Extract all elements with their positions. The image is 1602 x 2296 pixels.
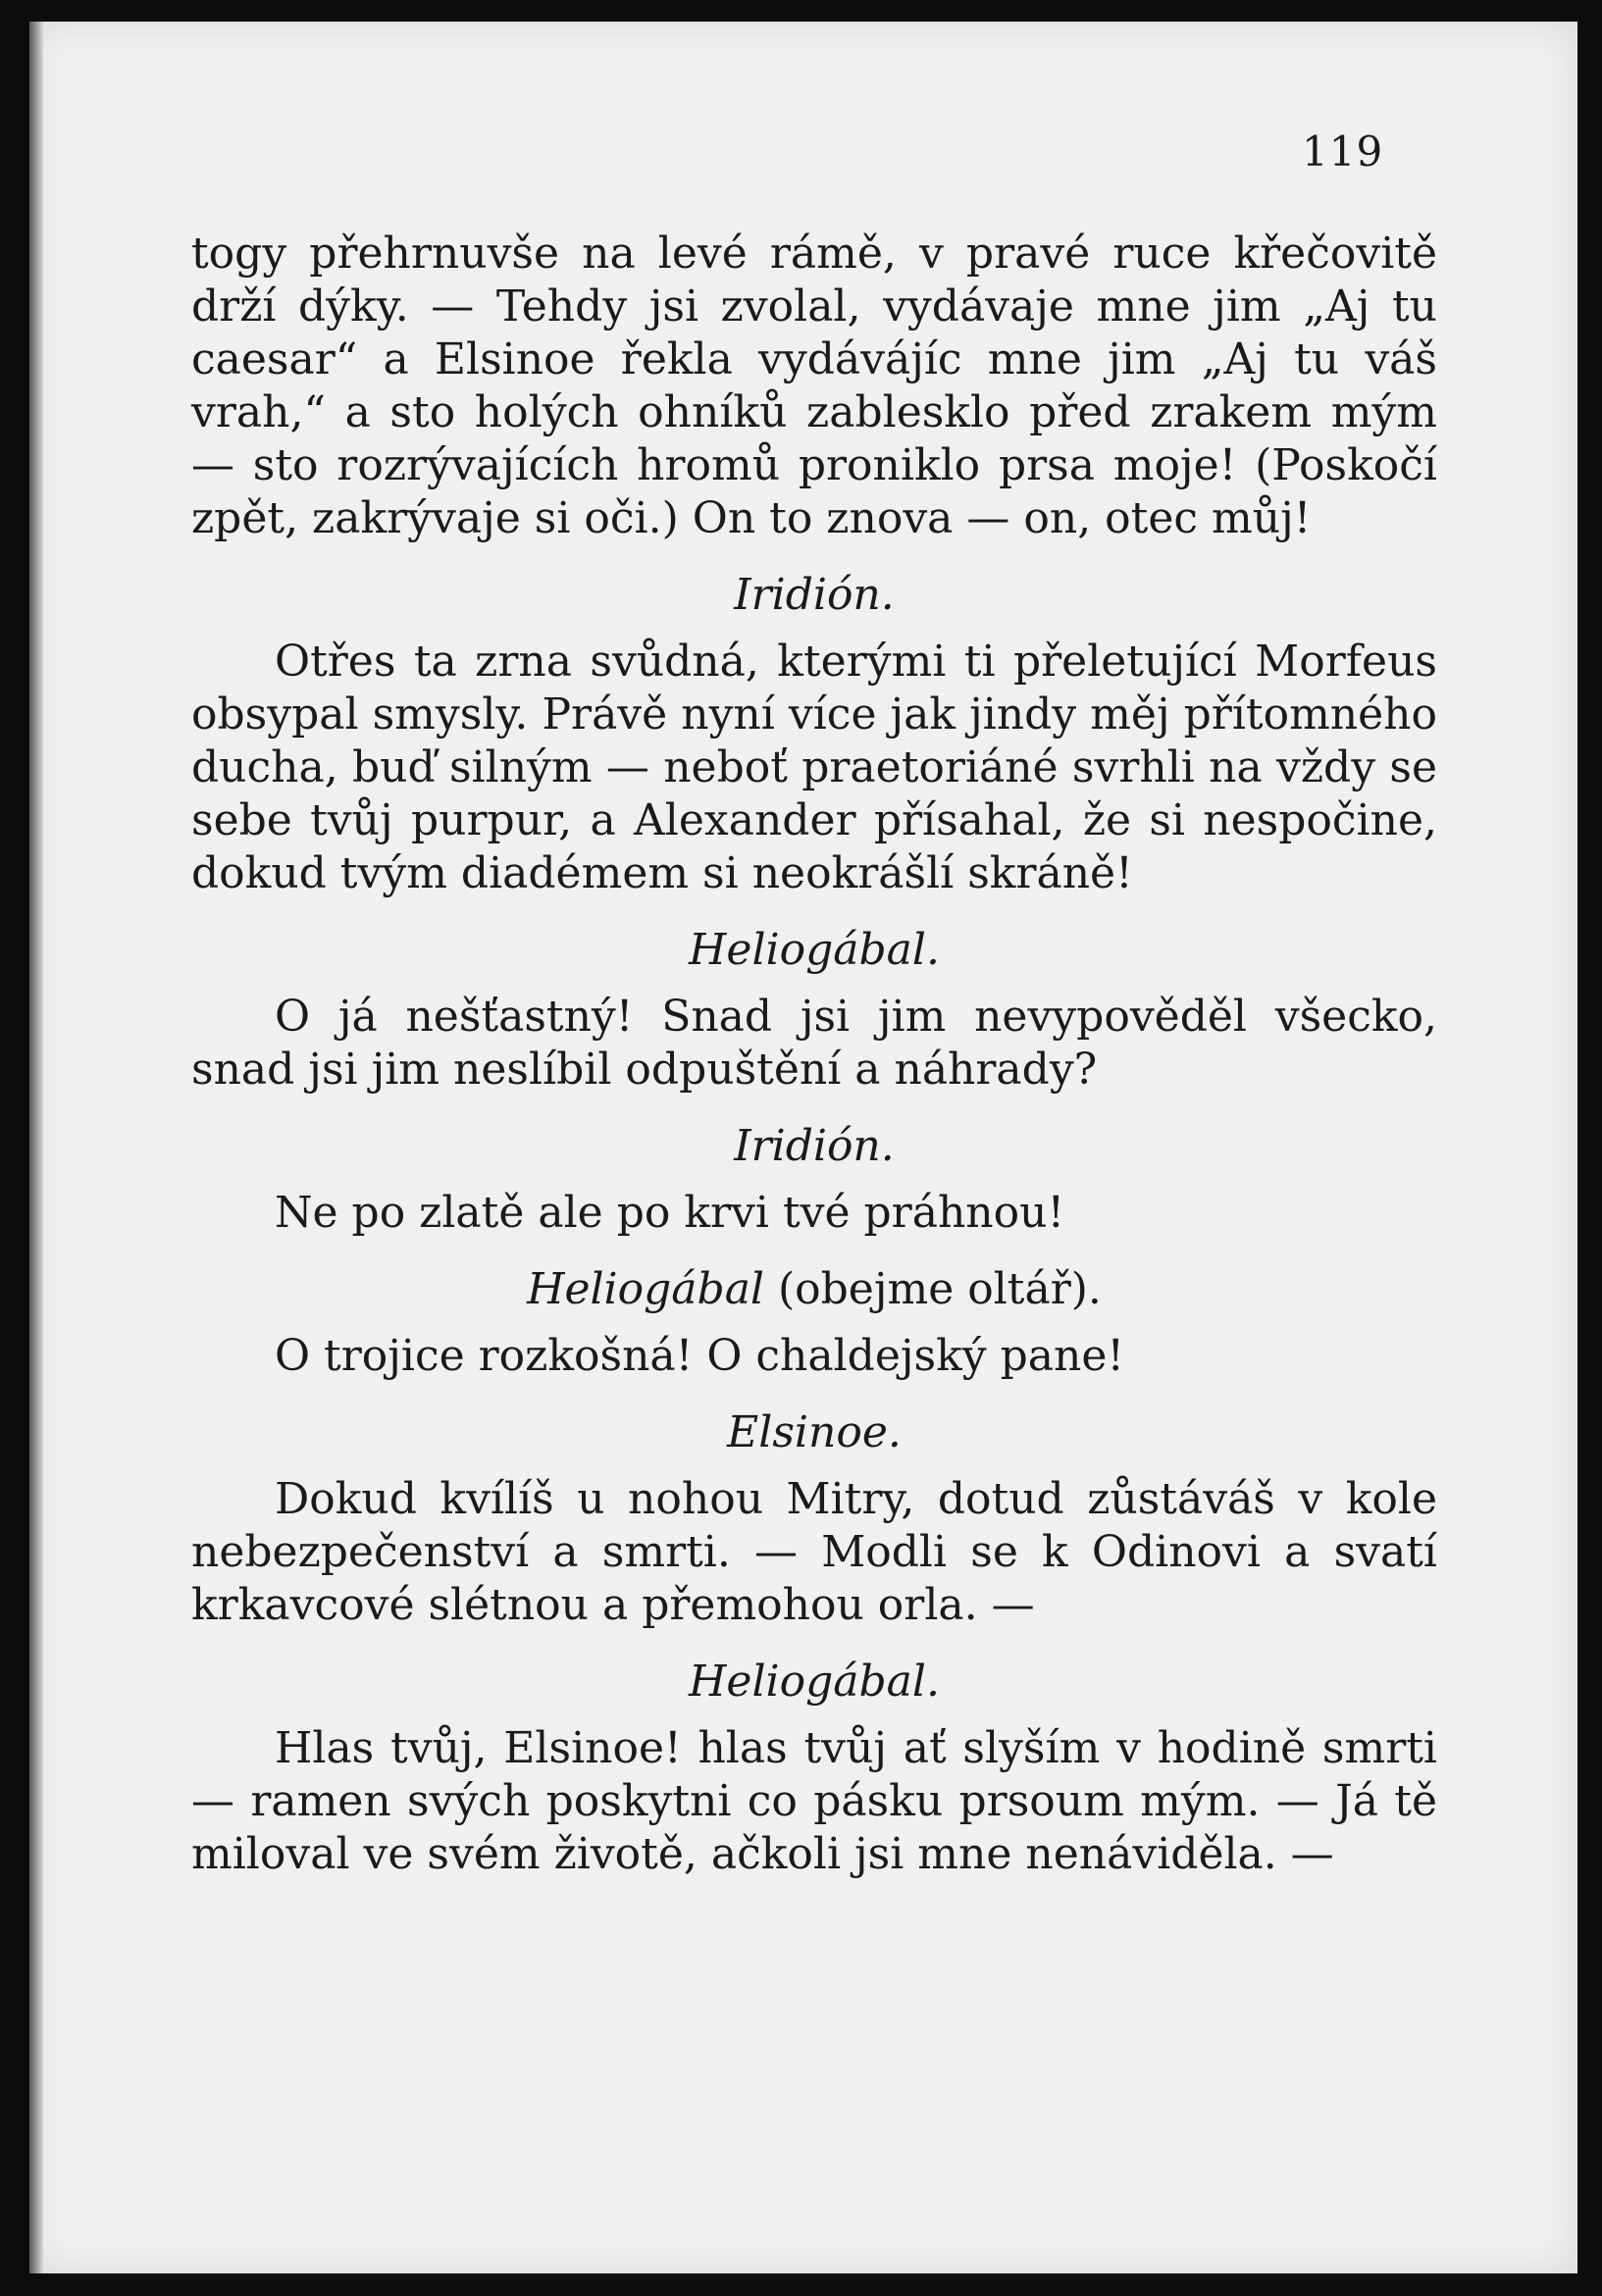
speaker-name: Iridión. xyxy=(734,570,895,620)
speaker-heading xyxy=(191,569,1437,622)
speaker-name: Heliogábal xyxy=(527,1264,764,1314)
speaker-heading xyxy=(191,1656,1437,1709)
speaker-heading xyxy=(191,1406,1437,1459)
book-page xyxy=(29,22,1577,2273)
paragraph: togy přehrnuvše na levé rámě, v pravé ruce křečovitě drží dýky. — Tehdy jsi zvolal, vydávaje mne jim „Aj tu caesar“ a Elsinoe řekla vydávájíc mne jim „Aj tu váš vrah,“ a sto holých ohníků zablesklo před zrakem mým — sto rozrývajících hromů proniklo prsa moje! (Poskočí zpět, zakrývaje si oči.) On to znova — on, otec můj! xyxy=(191,229,1437,543)
speaker-name: Heliogábal. xyxy=(689,1657,940,1707)
text-body xyxy=(191,228,1437,1881)
paragraph: O já nešťastný! Snad jsi jim nevypověděl všecko, snad jsi jim neslíbil odpuštění a náhrady? xyxy=(191,992,1437,1095)
speaker-heading xyxy=(191,1263,1437,1316)
paragraph: Ne po zlatě ale po krvi tvé práhnou! xyxy=(275,1188,1065,1238)
paragraph: Otřes ta zrna svůdná, kterými ti přeletující Morfeus obsypal smysly. Právě nyní více jak jindy měj přítomného ducha, buď silným — neboť praetoriáné svrhli na vždy se sebe tvůj purpur, a Alexander přísahal, že si nespočine, dokud tvým diadémem si neokrášlí skráně! xyxy=(191,637,1437,898)
speaker-name: Elsinoe. xyxy=(727,1407,902,1457)
stage-direction: (obejme oltář). xyxy=(764,1264,1102,1314)
speaker-heading xyxy=(191,1120,1437,1173)
binding-edge xyxy=(29,22,43,2273)
page-number: 119 xyxy=(1302,128,1384,176)
speaker-name: Heliogábal. xyxy=(689,925,940,975)
paragraph: O trojice rozkošná! O chaldejský pane! xyxy=(275,1331,1125,1381)
paragraph: Hlas tvůj, Elsinoe! hlas tvůj ať slyším v hodině smrti — ramen svých poskytni co pásku prsoum mým. — Já tě miloval ve svém životě, ačkoli jsi mne nenáviděla. — xyxy=(191,1723,1437,1879)
paragraph: Dokud kvílíš u nohou Mitry, dotud zůstáváš v kole nebezpečenství a smrti. — Modli se k Odinovi a svatí krkavcové slétnou a přemohou orla. — xyxy=(191,1474,1437,1630)
speaker-name: Iridión. xyxy=(734,1121,895,1171)
speaker-heading xyxy=(191,924,1437,977)
